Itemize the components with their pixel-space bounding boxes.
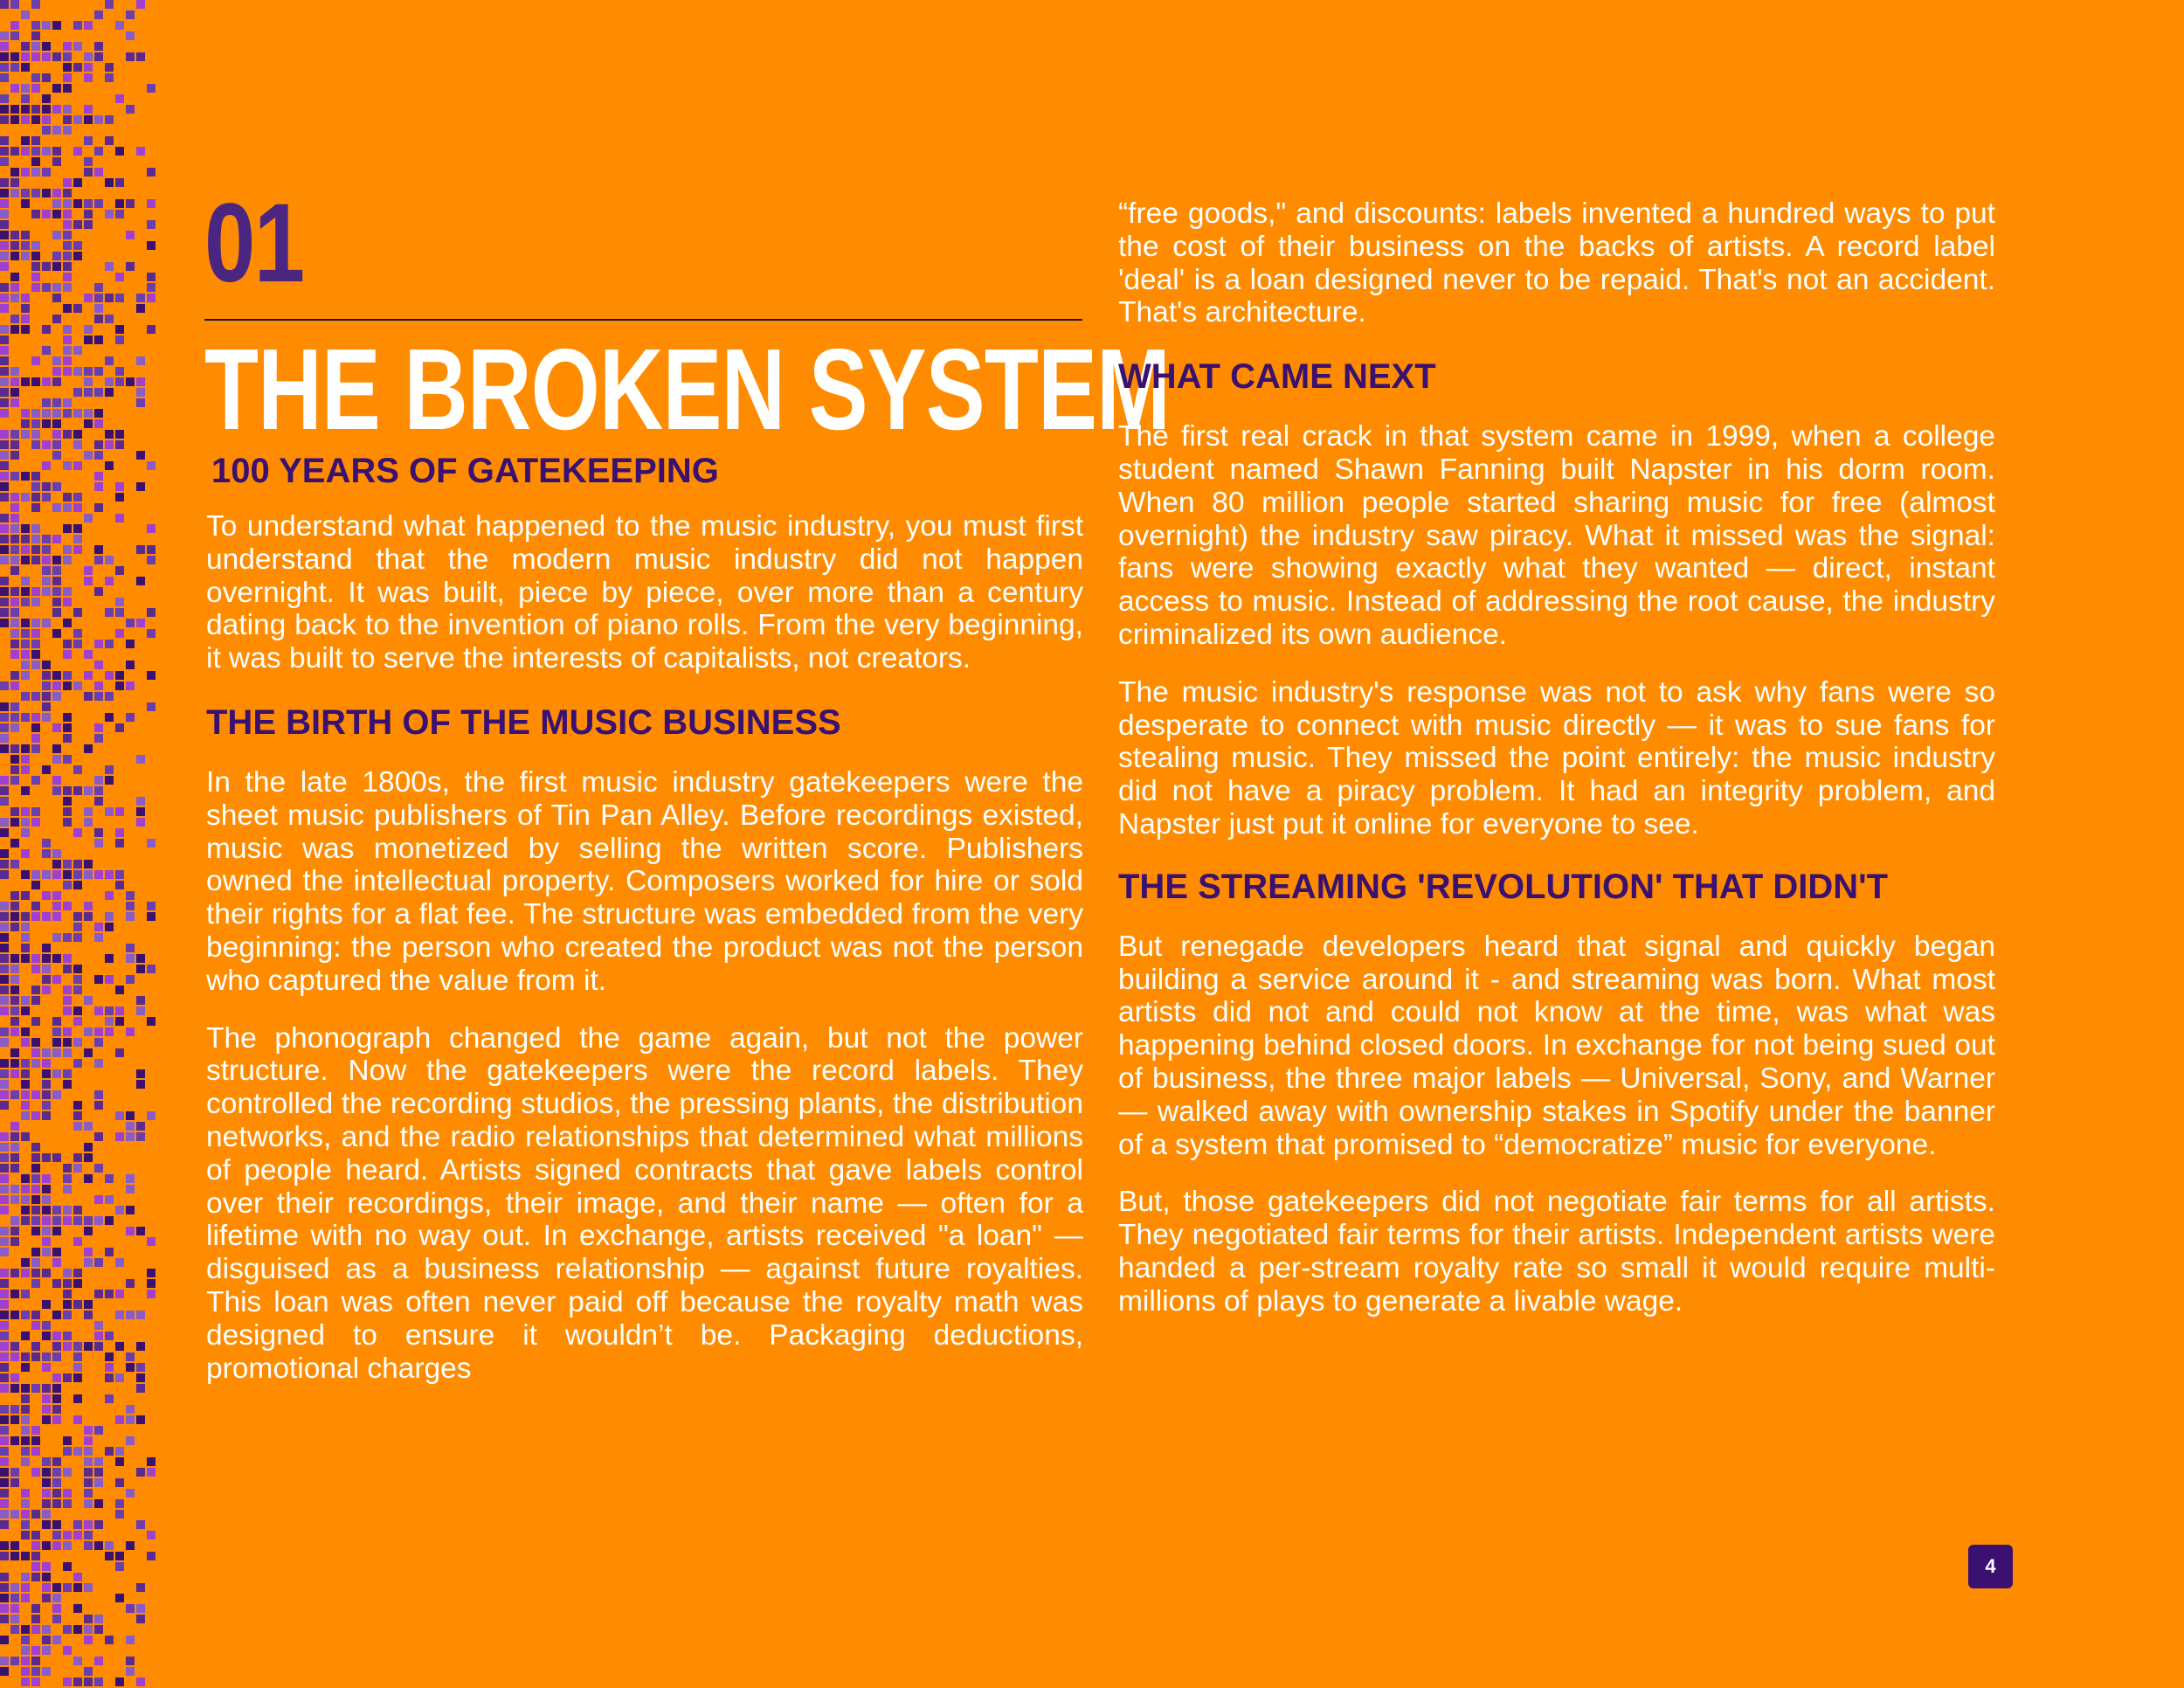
page-title: THE BROKEN SYSTEM <box>204 325 1171 453</box>
page-number-badge: 4 <box>1968 1545 2013 1588</box>
decorative-pixel-pattern <box>0 0 162 1688</box>
chapter-number: 01 <box>204 181 304 306</box>
fair-terms-paragraph: But, those gatekeepers did not negotiate fair terms for all artists. They negotiated fair terms for their artists. Independent artists were handed a per-stream royalty rate so small it would require multi-millions of plays to generate a livable wage. <box>1118 1186 1995 1318</box>
streaming-born-paragraph: But renegade developers heard that signal and quickly began building a service around it - and streaming was born. What most artists did not and could not know at the time, was what was happening behind closed doors. In exchange for not being sued out of business, the three major labels — Universal, Sony, and Warner — walked away with ownership stakes in Spotify under the banner of a system that promised to “democratize” music for everyone. <box>1118 930 1995 1161</box>
continuation-paragraph: “free goods," and discounts: labels invented a hundred ways to put the cost of their business on the backs of artists. A record label 'deal' is a loan designed never to be repaid. That's not an accident. That's architecture. <box>1118 197 1995 329</box>
napster-paragraph: The first real crack in that system came in 1999, when a college student named Shawn Fanning built Napster in his dorm room. When 80 million people started sharing music for free (almost overnight) the industry saw piracy. What it missed was the signal: fans were showing exactly what they wanted — direct, instant access to music. Instead of addressing the root cause, the industry criminalized its own audience. <box>1118 420 1995 651</box>
right-column <box>1118 197 1995 1343</box>
left-column <box>206 510 1083 1409</box>
tin-pan-alley-paragraph: In the late 1800s, the first music industry gatekeepers were the sheet music publishers of Tin Pan Alley. Before recordings existed, music was monetized by selling the written score. Publishers owned the intellectual property. Composers worked for hire or sold their rights for a flat fee. The structure was embedded from the very beginning: the person who created the product was not the person who captured the value from it. <box>206 765 1083 997</box>
intro-paragraph: To understand what happened to the music industry, you must first understand that the modern music industry did not happen overnight. It was built, piece by piece, over more than a century dating back to the invention of piano rolls. From the very beginning, it was built to serve the interests of capitalists, not creators. <box>206 510 1083 675</box>
streaming-revolution-heading: THE STREAMING 'REVOLUTION' THAT DIDN'T <box>1118 867 1889 906</box>
what-came-next-heading: WHAT CAME NEXT <box>1118 357 1436 397</box>
phonograph-paragraph: The phonograph changed the game again, but not the power structure. Now the gatekeepers were the record labels. They controlled the recording studios, the pressing plants, the distribution networks, and the radio relationships that determined what millions of people heard. Artists signed contracts that gave labels control over their recordings, their image, and their name — often for a lifetime with no way out. In exchange, artists received "a loan" — disguised as a business relationship — against future royalties. This loan was often never paid off because the royalty math was designed to ensure it wouldn’t be. Packaging deductions, promotional charges <box>206 1021 1083 1385</box>
industry-response-paragraph: The music industry's response was not to ask why fans were so desperate to connect with music directly — it was to sue fans for stealing music. They missed the point entirely: the music industry did not have a piracy problem. It had an integrity problem, and Napster just put it online for everyone to see. <box>1118 675 1995 841</box>
section-subtitle: 100 YEARS OF GATEKEEPING <box>211 452 719 490</box>
birth-of-music-business-heading: THE BIRTH OF THE MUSIC BUSINESS <box>206 702 841 742</box>
title-divider <box>204 319 1082 321</box>
